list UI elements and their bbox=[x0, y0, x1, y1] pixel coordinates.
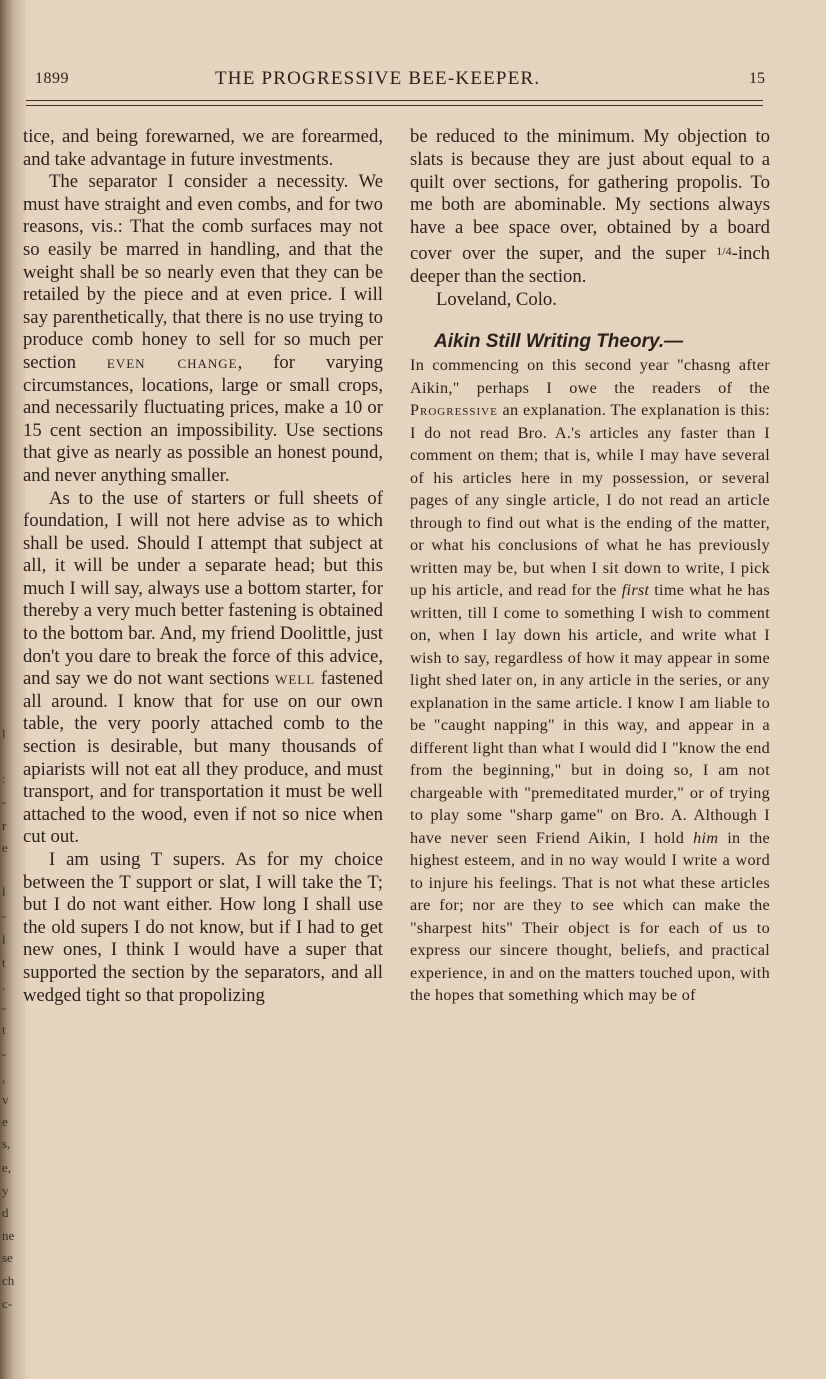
margin-mark: s, bbox=[2, 1136, 11, 1151]
article-body bbox=[410, 354, 770, 1007]
small-caps-text: Progressive bbox=[410, 401, 498, 420]
italic-text: first bbox=[621, 581, 650, 600]
margin-mark: v bbox=[2, 1092, 9, 1107]
header-year: 1899 bbox=[35, 70, 69, 87]
article-paragraph bbox=[410, 354, 770, 1007]
article-heading: Aikin Still Writing Theory.— bbox=[434, 331, 684, 353]
margin-mark: se bbox=[2, 1250, 13, 1265]
fraction: 1/4 bbox=[716, 243, 732, 258]
paragraph-supers: I am using T supers. As for my choice between the T support or slat, I will take the T; but I do not want either. How long I shall use the old supers I do not know, but if I had to get new ones, I think I would have a super that supported the section by the separators, and all wedged tight so that propolizing bbox=[23, 849, 383, 1006]
text-run: In commencing on this second year "chasng after Aikin," perhaps I owe the readers of the bbox=[410, 356, 770, 397]
margin-mark: l bbox=[2, 932, 6, 947]
margin-mark: l bbox=[2, 726, 6, 741]
margin-mark: e, bbox=[2, 1160, 12, 1175]
paragraph-starters bbox=[23, 488, 383, 850]
margin-mark: t bbox=[2, 955, 6, 970]
text-run: be reduced to the minimum. My objection to slats is because they are just about equal to a quilt over sections, for gathering propolis. To me both are abominable. My sections always have a bee space over, obtained by a board cover over the super, and the super bbox=[410, 126, 770, 264]
text-run: As to the use of starters or full sheets of foundation, I will not here advise as to which shall be used. Should I attempt that subject at all, it will be under a separate head; but this much I will say, always use a bottom starter, for thereby a very much better fastening is obtained to the bottom bar. And, my friend Doolittle, just don't you dare to break the force of this advice, and say we do not want sections bbox=[23, 487, 383, 690]
margin-mark: l bbox=[2, 884, 6, 899]
page-number: 15 bbox=[749, 70, 765, 87]
running-header bbox=[35, 70, 770, 94]
margin-mark: , bbox=[2, 1070, 6, 1085]
paragraph-separator bbox=[23, 171, 383, 487]
paragraph-continuation bbox=[410, 126, 770, 289]
margin-mark: e bbox=[2, 1114, 8, 1129]
text-run: time what he has written, till I come to something I wish to comment on, when I lay down his article, and write what I wish to say, regardless of how it may appear in some light shed later on, in any article in the series, or any explanation in the same article. I know I am liable to be "caught napping" in this way, and appear in a different light than what I would did I "know the end from the beginning," but in doing so, I am not chargeable with "premeditated murder," or of trying to play some "sharp game" on Bro. A. Although I have never seen Friend Aikin, I hold bbox=[410, 581, 771, 847]
margin-mark: ne bbox=[2, 1228, 15, 1243]
margin-mark: r bbox=[2, 818, 7, 833]
margin-mark: . bbox=[2, 978, 6, 993]
text-run: , for varying circumstances, locations, large or small crops, and necessarily fluctuating prices, make a 10 or 15 cent section an impossibility. Use sections that give as nearly as possible an honest pound, and never anything smaller. bbox=[23, 351, 383, 486]
margin-mark: e bbox=[2, 840, 8, 855]
author-location: Loveland, Colo. bbox=[436, 288, 557, 310]
text-run: -inch deeper than the section. bbox=[410, 242, 770, 287]
margin-mark: t bbox=[2, 1022, 6, 1037]
text-run: The separator I consider a necessity. We must have straight and even combs, and for two reasons, vis.: That the comb surfaces may not so easily be marred in handling, and that the weight shall be so nearly even that they can be retailed by the piece and at even price. I will say parenthetically, that there is no use trying to produce comb honey to sell for so much per section bbox=[23, 171, 383, 373]
header-rule-bottom bbox=[26, 105, 763, 106]
margin-mark: - bbox=[2, 794, 7, 809]
paragraph-continuation: tice, and being forewarned, we are forearmed, and take advantage in future investments. bbox=[23, 126, 383, 170]
margin-mark: : bbox=[2, 771, 6, 786]
right-column bbox=[410, 126, 770, 1007]
bleed-through-margin-marks bbox=[0, 0, 14, 1379]
margin-mark: ch bbox=[2, 1273, 15, 1288]
text-run: in the highest esteem, and in no way would I write a word to injure his feelings. That is not what these articles are for; nor are they to see which can make the "sharpest hits" Their object is for each of us to express our sincere thought, beliefs, and practical experience, in and on the matters touched upon, with the hopes that something which may be of bbox=[410, 828, 771, 1005]
margin-mark: - bbox=[2, 1046, 7, 1061]
small-caps-text: well bbox=[275, 668, 316, 690]
text-run: fastened all around. I know that for use on our own table, the very poorly attached comb to the section is desirable, but many thousands of apiarists will not eat all they produce, and must transport, and for transportation it must be well attached to the wood, even if not so nice when cut out. bbox=[23, 668, 384, 848]
margin-mark: d bbox=[2, 1205, 9, 1220]
small-caps-text: even change bbox=[106, 351, 238, 373]
left-column bbox=[23, 126, 383, 1007]
italic-text: him bbox=[693, 828, 719, 847]
margin-mark: - bbox=[2, 1000, 7, 1015]
header-rule-top bbox=[26, 100, 763, 101]
margin-mark: y bbox=[2, 1183, 9, 1198]
margin-mark: c- bbox=[2, 1296, 13, 1311]
margin-mark: - bbox=[2, 908, 7, 923]
lead-paragraph bbox=[410, 126, 770, 289]
text-run: an explanation. The explanation is this: I do not read Bro. A.'s articles any faster than I comment on them; that is, while I may have several of his articles here in my possession, or several pages of any single article, I do not read an article through to find out what is the ending of the matter, or what his conclusions of what he has previously written may be, but when I sit down to write, I pick up his article, and read for the bbox=[410, 401, 770, 600]
journal-title: THE PROGRESSIVE BEE-KEEPER. bbox=[215, 68, 541, 89]
